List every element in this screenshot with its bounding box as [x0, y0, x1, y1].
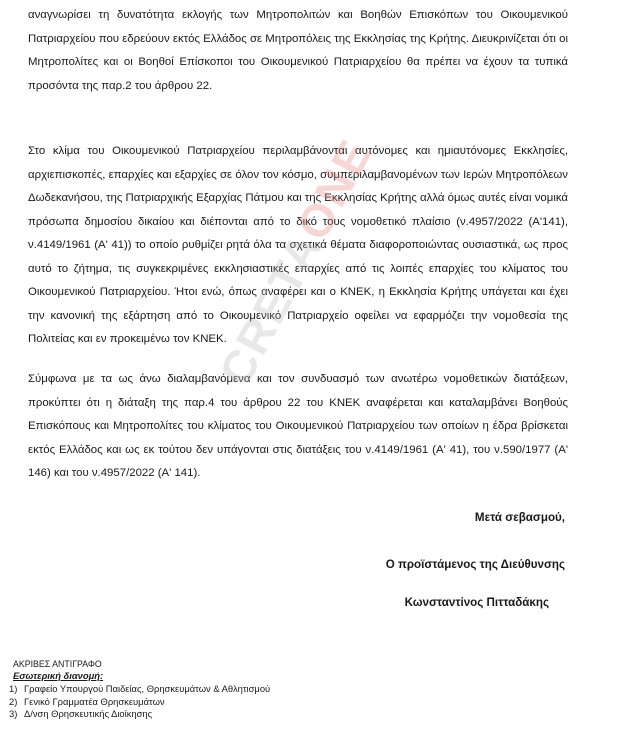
list-item-text: Γενικό Γραμματέα Θρησκευμάτων [24, 695, 165, 707]
watermark-part-2: ONE [286, 130, 382, 249]
body-paragraph-3: Σύμφωνα με τα ως άνω διαλαμβανόμενα και τον συνδυασμό των ανωτέρω νομοθετικών διατάξεων, προκύπτει ότι η διάταξη της παρ.4 του άρθρου 22 του ΚΝΕΚ αναφέρεται και καταλαμβάνει Βοηθούς Επισκόπους και Μητροπολίτες του κλίματος του Οικουμενικού Πατριαρχείου των οποίων η έδρα βρίσκεται εκτός Ελλάδος και ως εκ τούτου δεν υπάγονται στις διατάξεις του ν.4149/1961 (Α' 41), του ν.590/1977 (Α' 146) και του ν.4957/2022 (Α' 141). [28, 373, 568, 479]
list-item-number: 2) [9, 695, 18, 707]
watermark-part-1: CRETA [208, 223, 333, 394]
signature-name: Κωνσταντίνος Πιτταδάκης [404, 596, 549, 609]
distribution-title: Εσωτερική διανομή: [13, 670, 104, 681]
distribution-list [9, 683, 270, 721]
signature-greeting: Μετά σεβασμού, [474, 511, 565, 524]
certified-copy-label: ΑΚΡΙΒΕΣ ΑΝΤΙΓΡΑΦΟ [13, 659, 102, 669]
list-item-text: Γραφείο Υπουργού Παιδείας, Θρησκευμάτων & Αθλητισμού [24, 683, 271, 694]
list-item [9, 696, 270, 709]
list-item-text: Δ/νση Θρησκευτικής Διοίκησης [24, 708, 153, 720]
signature-role: Ο προϊστάμενος της Διεύθυνσης [385, 558, 565, 571]
body-paragraph-2: Στο κλίμα του Οικουμενικού Πατριαρχείου περιλαμβάνονται αυτόνομες και ημιαυτόνομες Εκκλησίες, αρχιεπισκοπές, επαρχίες και εξαρχίες σε όλον τον κόσμο, συμπεριλαμβανομένων των Ιερών Μητροπόλεων Δωδεκανήσου, της Πατριαρχικής Εξαρχίας Πάτμου και της Εκκλησίας Κρήτης αλλά όμως αυτές είναι νομικά πρόσωπα δημοσίου δικαίου και διέπονται από το δικό τους νομοθετικό πλαίσιο (ν.4957/2022 (Α'141), ν.4149/1961 (Α' 41)) το οποίο ρυθμίζει ρητά όλα τα σχετικά θέματα διαφοροποιώντας ουσιαστικά, ως προς αυτό το ζήτημα, τις συγκεκριμένες εκκλησιαστικές επαρχίες από τις λοιπές επαρχίες του κλίματος του Οικουμενικού Πατριαρχείου. Ήτοι ενώ, όπως αναφέρει και ο ΚΝΕΚ, η Εκκλησία Κρήτης υπάγεται και έχει την κανονική της εξάρτηση από το Οικουμενικό Πατριαρχείο οφείλει να εφαρμόζει την νομοθεσία της Πολιτείας και εν προκειμένω τον ΚΝΕΚ. [28, 145, 568, 345]
list-item [9, 683, 270, 696]
list-item [9, 708, 270, 721]
body-paragraph-1: αναγνωρίσει τη δυνατότητα εκλογής των Μητροπολιτών και Βοηθών Επισκόπων του Οικουμενικού Πατριαρχείου που εδρεύουν εκτός Ελλάδος σε Μητροπόλεις της Εκκλησίας της Κρήτης. Διευκρινίζεται ότι οι Μητροπολίτες και οι Βοηθοί Επίσκοποι του Οικουμενικού Πατριαρχείου θα πρέπει να έχουν τα τυπικά προσόντα της παρ.2 του άρθρου 22. [28, 9, 568, 92]
list-item-number: 1) [9, 683, 18, 694]
list-item-number: 3) [9, 708, 18, 720]
